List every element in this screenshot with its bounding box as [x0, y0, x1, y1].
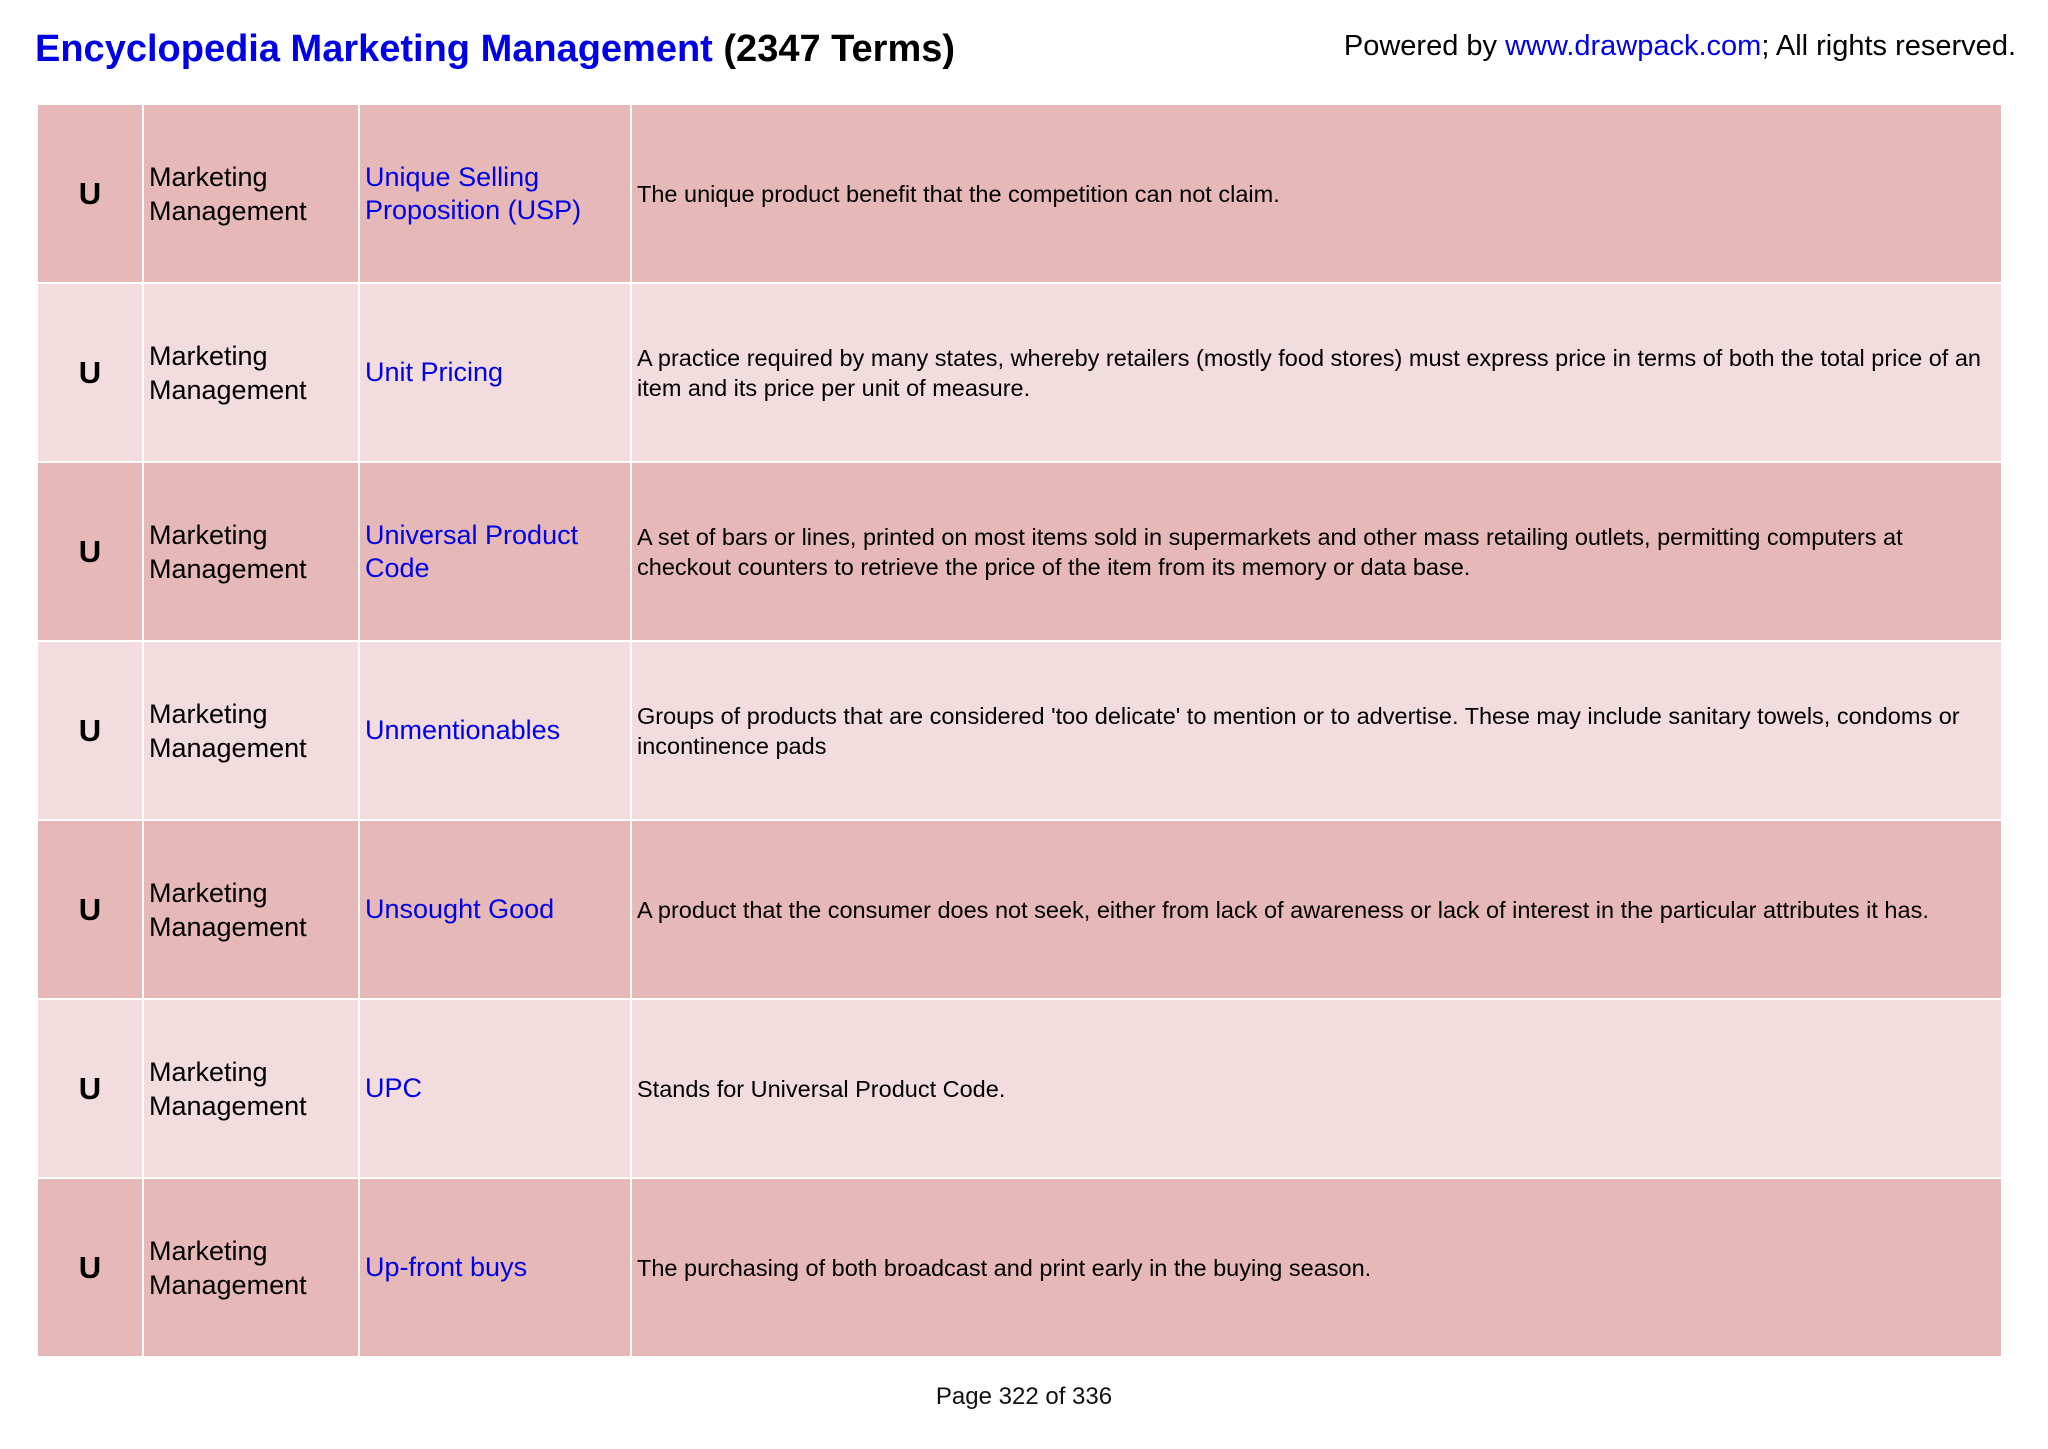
terms-table: [38, 105, 2001, 1358]
term-link[interactable]: UPC: [360, 1000, 632, 1177]
drawpack-link[interactable]: www.drawpack.com: [1505, 30, 1762, 62]
table-row: [38, 463, 2001, 642]
table-row: [38, 1179, 2001, 1358]
category-cell: Marketing Management: [144, 284, 360, 461]
title-term-count: (2347 Terms): [723, 28, 956, 70]
title-brand: Encyclopedia Marketing Management: [35, 28, 713, 70]
table-row: [38, 105, 2001, 284]
powered-by: [1344, 30, 2016, 63]
letter-cell: U: [38, 821, 144, 998]
definition-cell: The purchasing of both broadcast and print early in the buying season.: [637, 1254, 1372, 1281]
category-cell: Marketing Management: [144, 821, 360, 998]
category-cell: Marketing Management: [144, 1000, 360, 1177]
page-header: [35, 28, 2016, 84]
definition-cell: A product that the consumer does not seek, either from lack of awareness or lack of interest in the particular attributes it has.: [637, 896, 1929, 923]
term-link[interactable]: Unsought Good: [360, 821, 632, 998]
letter-cell: U: [38, 1179, 144, 1356]
page-number: Page 322 of 336: [935, 1383, 1113, 1410]
page-title: [35, 28, 955, 71]
definition-cell: The unique product benefit that the competition can not claim.: [637, 180, 1280, 207]
category-cell: Marketing Management: [144, 1179, 360, 1356]
letter-cell: U: [38, 642, 144, 819]
letter-cell: U: [38, 1000, 144, 1177]
table-row: [38, 1000, 2001, 1179]
table-row: [38, 642, 2001, 821]
term-link[interactable]: Unique Selling Proposition (USP): [360, 105, 632, 282]
definition-cell: A practice required by many states, whereby retailers (mostly food stores) must express price in terms of both the total price of an item and its price per unit of measure.: [637, 344, 1981, 401]
table-row: [38, 821, 2001, 1000]
powered-suffix: ; All rights reserved.: [1761, 30, 2016, 62]
letter-cell: U: [38, 284, 144, 461]
term-link[interactable]: Unmentionables: [360, 642, 632, 819]
definition-cell: Stands for Universal Product Code.: [637, 1075, 1006, 1102]
term-link[interactable]: Unit Pricing: [360, 284, 632, 461]
definition-cell: A set of bars or lines, printed on most items sold in supermarkets and other mass retailing outlets, permitting computers at checkout counters to retrieve the price of the item from its memory or data base.: [637, 523, 1903, 580]
powered-prefix: Powered by: [1343, 30, 1506, 62]
term-link[interactable]: Up-front buys: [360, 1179, 632, 1356]
letter-cell: U: [38, 463, 144, 640]
table-row: [38, 284, 2001, 463]
category-cell: Marketing Management: [144, 642, 360, 819]
letter-cell: U: [38, 105, 144, 282]
definition-cell: Groups of products that are considered 'too delicate' to mention or to advertise. These may include sanitary towels, condoms or incontinence pads: [637, 702, 1960, 759]
category-cell: Marketing Management: [144, 105, 360, 282]
term-link[interactable]: Universal Product Code: [360, 463, 632, 640]
category-cell: Marketing Management: [144, 463, 360, 640]
